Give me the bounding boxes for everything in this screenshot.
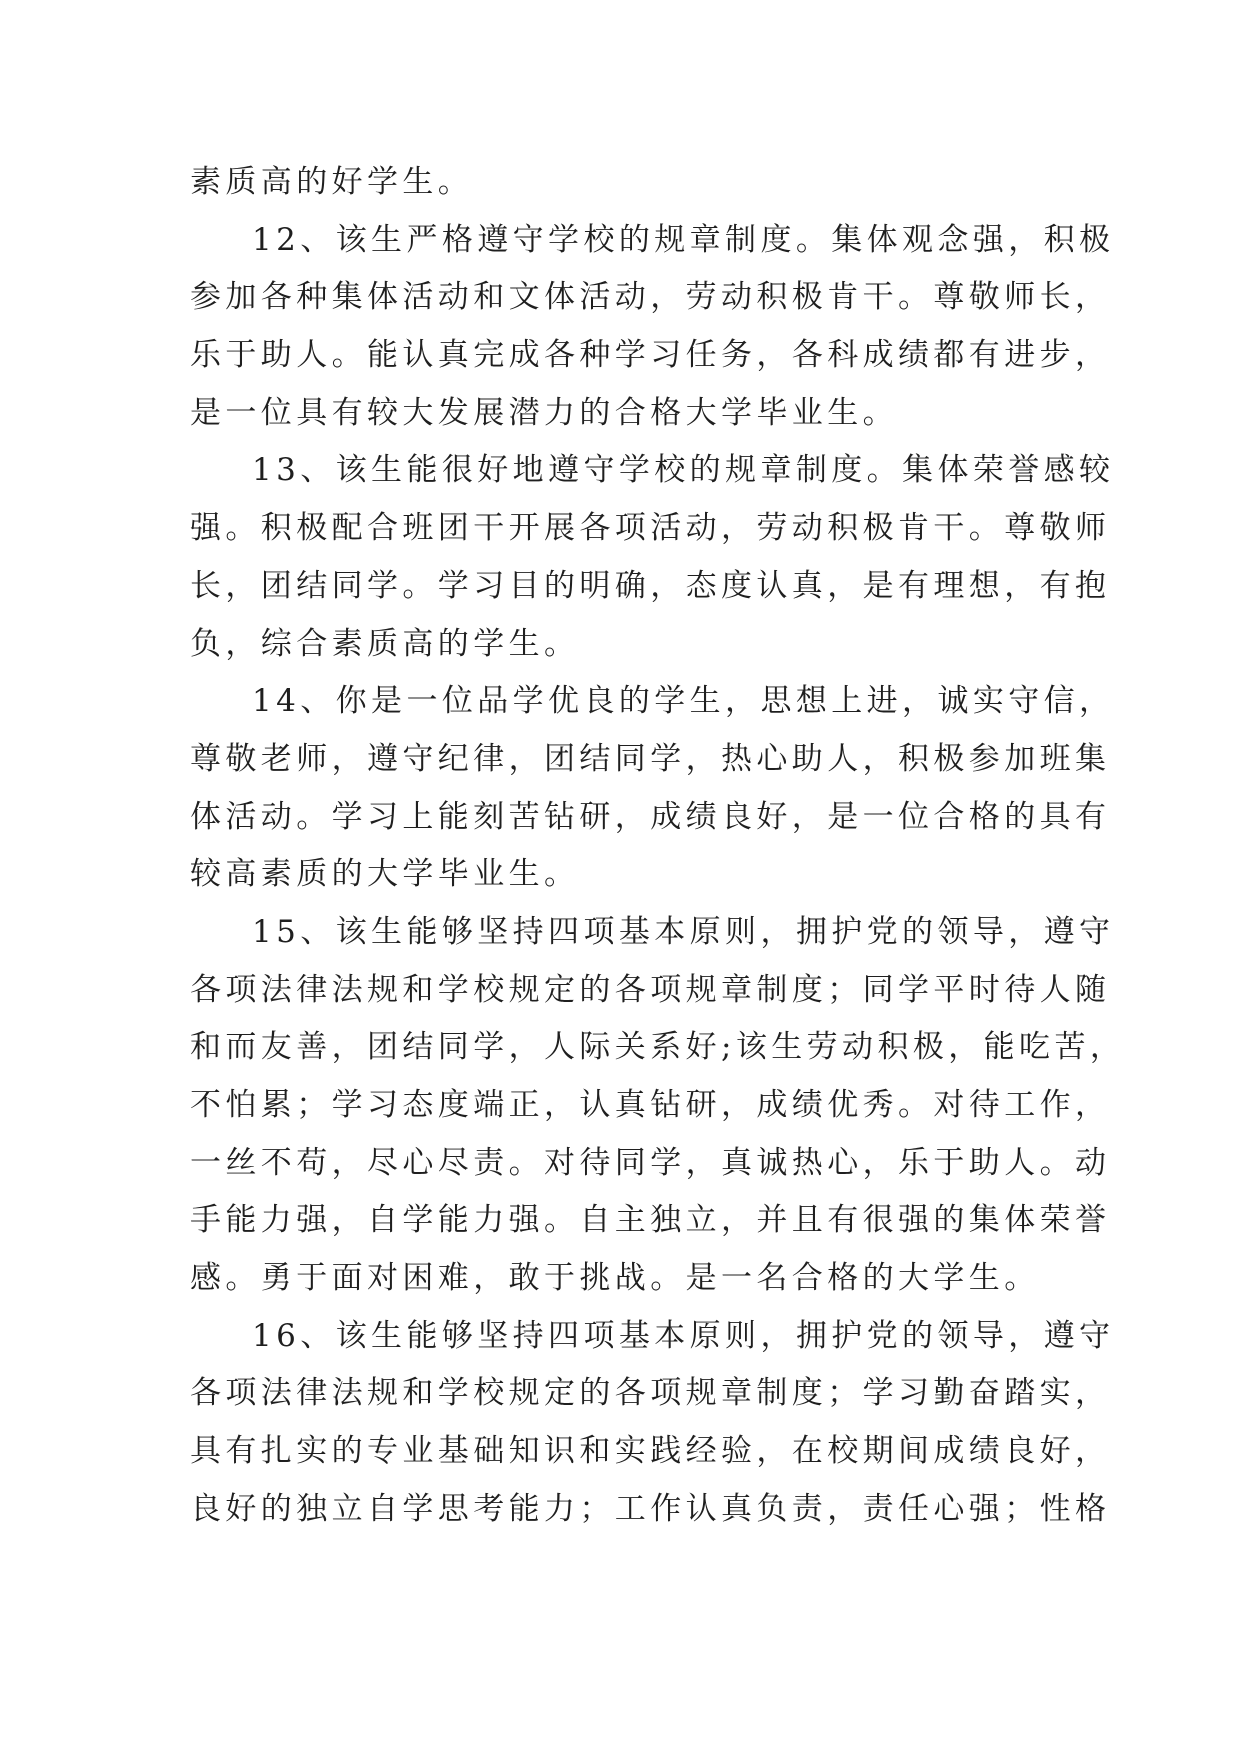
text-line: 体活动。学习上能刻苦钻研，成绩良好，是一位合格的具有	[190, 798, 1111, 835]
text-line: 素质高的好学生。	[190, 164, 474, 200]
text-line: 较高素质的大学毕业生。	[190, 856, 580, 893]
text-line: 不怕累；学习态度端正，认真钻研，成绩优秀。对待工作，	[190, 1087, 1111, 1123]
text-line: 良好的独立自学思考能力；工作认真负责，责任心强；性格	[190, 1490, 1111, 1527]
paragraph-start-line: 13、该生能很好地遵守学校的规章制度。集体荣誉感较	[252, 452, 1115, 489]
text-line: 尊敬老师，遵守纪律，团结同学，热心助人，积极参加班集	[190, 740, 1111, 777]
document-body	[190, 158, 1126, 1543]
text-line: 是一位具有较大发展潜力的合格大学毕业生。	[190, 394, 898, 431]
text-line: 参加各种集体活动和文体活动，劳动积极肯干。尊敬师长，	[190, 279, 1111, 316]
paragraph-start-line: 16、该生能够坚持四项基本原则，拥护党的领导，遵守	[252, 1317, 1115, 1354]
text-line: 具有扎实的专业基础知识和实践经验，在校期间成绩良好，	[190, 1433, 1111, 1470]
text-line: 手能力强，自学能力强。自主独立，并且有很强的集体荣誉	[190, 1202, 1111, 1239]
text-line: 长，团结同学。学习目的明确，态度认真，是有理想，有抱	[190, 567, 1111, 604]
text-line: 各项法律法规和学校规定的各项规章制度；学习勤奋踏实，	[190, 1375, 1111, 1412]
text-line: 一丝不苟，尽心尽责。对待同学，真诚热心，乐于助人。动	[190, 1144, 1111, 1181]
text-line: 和而友善，团结同学，人际关系好;该生劳动积极，能吃苦，	[190, 1029, 1126, 1066]
paragraph-start-line: 15、该生能够坚持四项基本原则，拥护党的领导，遵守	[252, 913, 1115, 950]
text-line: 负，综合素质高的学生。	[190, 625, 580, 662]
paragraph-start-line: 14、你是一位品学优良的学生，思想上进，诚实守信，	[252, 683, 1115, 720]
text-line: 感。勇于面对困难，敢于挑战。是一名合格的大学生。	[190, 1260, 1040, 1297]
text-line: 乐于助人。能认真完成各种学习任务，各科成绩都有进步，	[190, 337, 1111, 374]
text-line: 强。积极配合班团干开展各项活动，劳动积极肯干。尊敬师	[190, 510, 1111, 547]
text-line: 各项法律法规和学校规定的各项规章制度；同学平时待人随	[190, 971, 1111, 1008]
paragraph-start-line: 12、该生严格遵守学校的规章制度。集体观念强，积极	[252, 221, 1115, 258]
